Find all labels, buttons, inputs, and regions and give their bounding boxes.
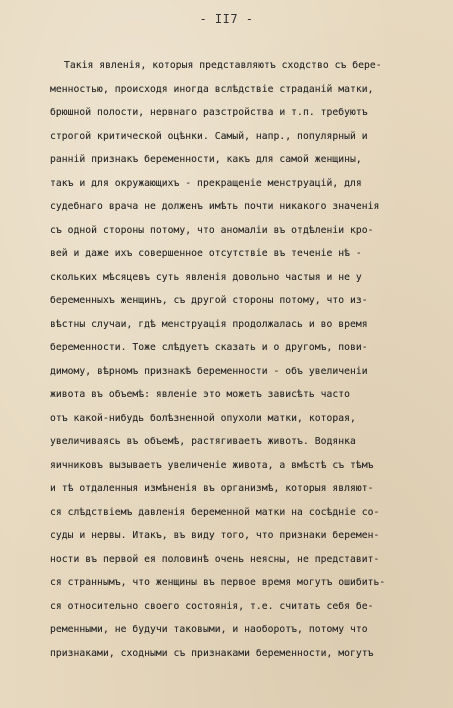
body-text: [50, 54, 448, 665]
text-line: такъ и для окружающихъ - прекращеніе менструацій, для: [50, 177, 362, 189]
text-line: Такія явленія, которыя представляютъ сходство съ бере-: [64, 60, 382, 71]
text-line: отъ какой-нибудь болѣзненной опухоли матки, которая,: [50, 412, 356, 424]
text-line: менностью, происходя иногда вслѣдствіе страданій матки,: [50, 83, 374, 95]
text-line: ся страннымъ, что женщины въ первое время могутъ ошибить-: [50, 577, 386, 588]
text-line: ранній признакъ беременности, какъ для самой женщины,: [50, 154, 362, 165]
text-line: ся слѣдствіемъ давленія беременной матки на сосѣдніе со-: [50, 506, 380, 518]
text-line: суды и нервы. Итакъ, въ виду того, что признаки беремен-: [50, 530, 380, 541]
text-line: димому, вѣрномъ признакѣ беременности - объ увеличеніи: [50, 365, 368, 377]
text-line: брюшной полости, нервнаго разстройства и т.п. требуютъ: [50, 107, 368, 118]
text-line: признаками, сходными съ признаками беременности, могутъ: [50, 647, 374, 659]
text-line: и тѣ отдаленныя измѣненія въ организмѣ, которыя являют-: [50, 483, 374, 494]
text-line: ременными, не будучи таковыми, и наоборотъ, потому что: [50, 624, 368, 635]
text-line: увеличиваясь въ объемѣ, растягиваетъ животъ. Водянка: [50, 436, 356, 447]
text-line: скольких мѣсяцевъ суть явленія довольно частыя и не у: [50, 271, 362, 283]
text-line: строгой критической оцѣнки. Самый, напр., популярный и: [50, 130, 368, 142]
text-line: живота въ объемѣ: явленіе это можетъ зависѣть часто: [50, 389, 351, 400]
text-line: ся относительно своего состоянія, т.е. считать себя бе-: [50, 600, 374, 612]
page-number: - II7 -: [199, 12, 254, 26]
text-line: вей и даже ихъ совершенное отсутствіе въ теченіе нѣ -: [50, 248, 362, 259]
text-line: съ одной стороны потому, что аномаліи въ отдѣленіи кро-: [50, 224, 374, 236]
text-line: судебнаго врача не долженъ имѣть почти никакого значенія: [50, 201, 380, 212]
text-line: ности въ первой ея половинѣ очень неясны, не представит-: [50, 553, 380, 565]
text-line: вѣстны случаи, гдѣ менструація продолжалась и во время: [50, 318, 368, 330]
text-line: яичниковъ вызываетъ увеличеніе живота, а вмѣстѣ съ тѣмъ: [50, 459, 374, 471]
text-line: беременныхъ женщинъ, съ другой стороны потому, что из-: [50, 295, 368, 306]
text-line: беременности. Тоже слѣдуетъ сказать и о другомъ, пови-: [50, 342, 368, 353]
